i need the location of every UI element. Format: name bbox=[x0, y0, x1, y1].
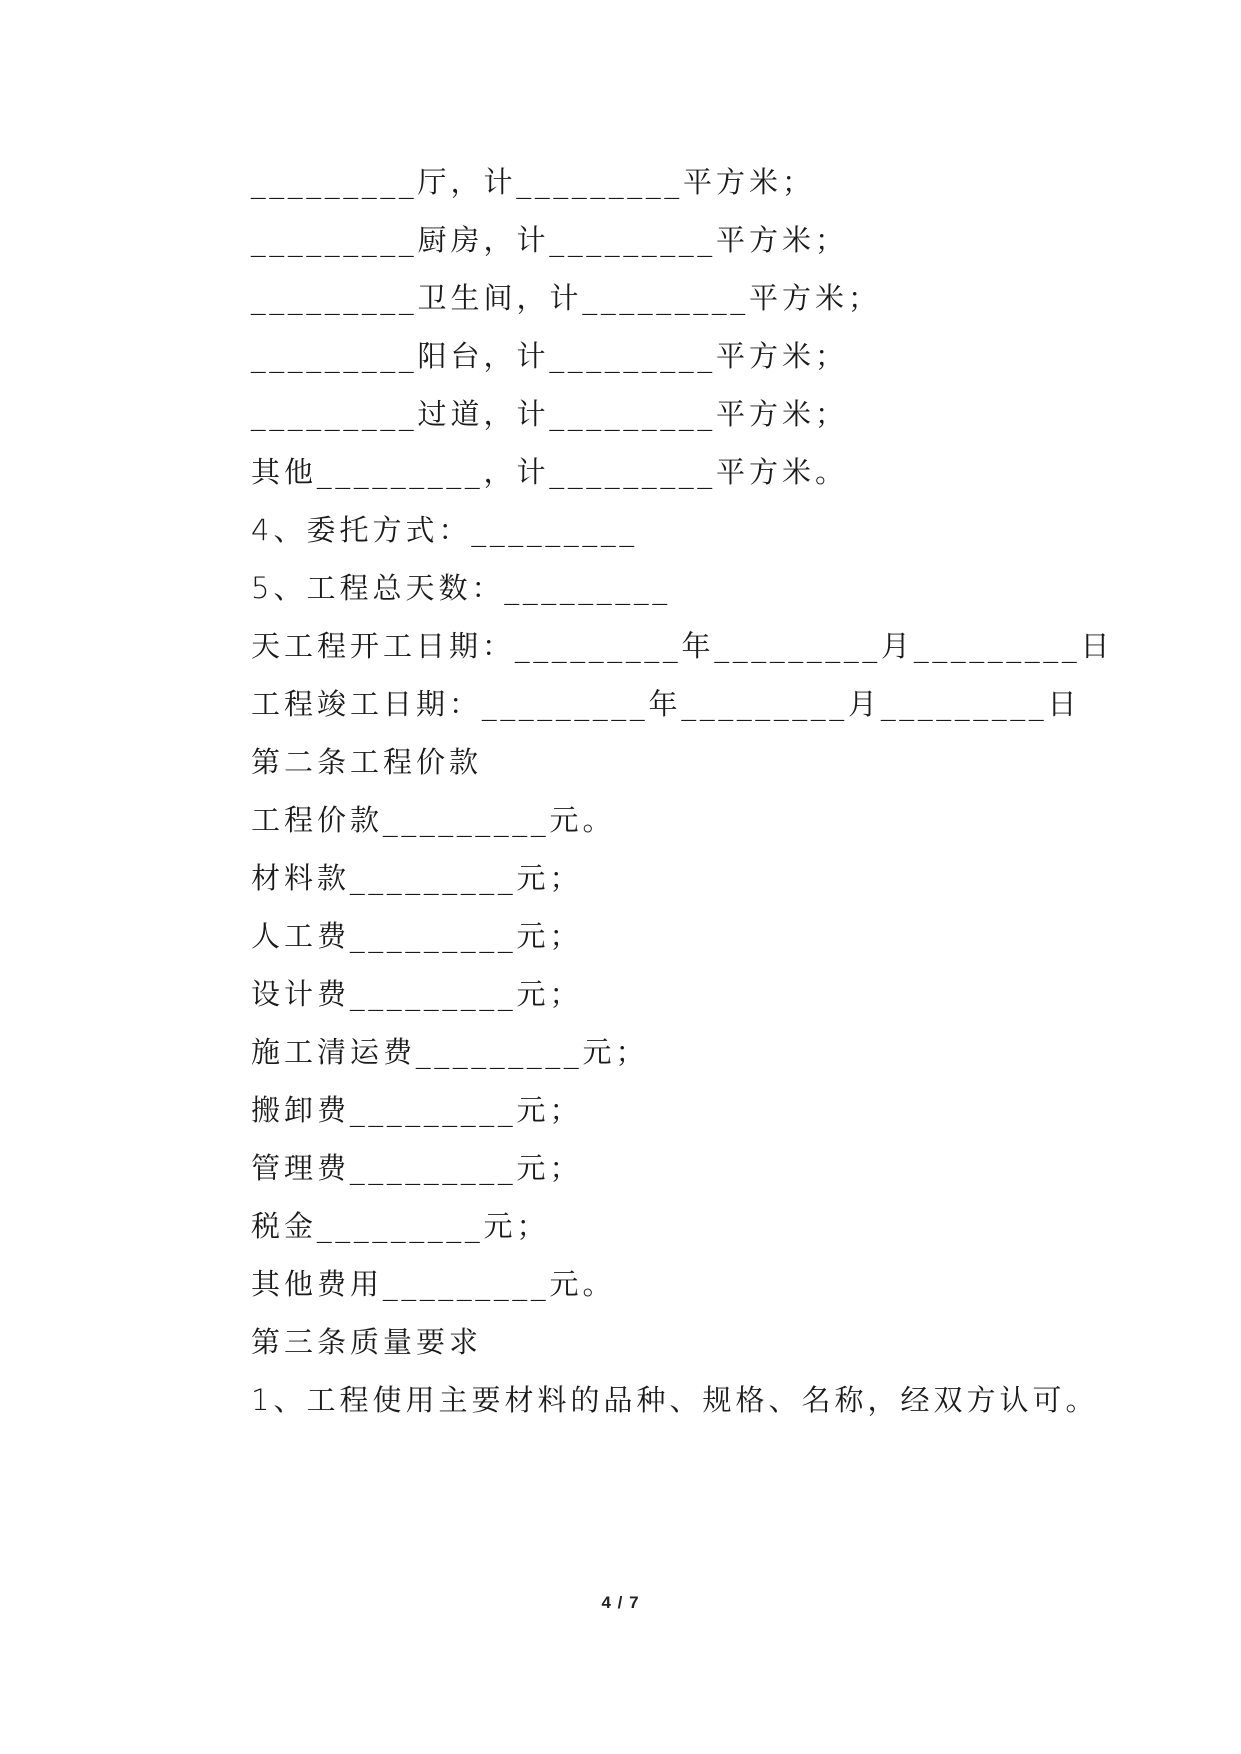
text-line-commission-method: 4、委托方式：_________ bbox=[251, 513, 638, 547]
text-line-handling-fee: 搬卸费_________元； bbox=[251, 1093, 583, 1127]
text-line-other-area: 其他_________，计_________平方米。 bbox=[251, 455, 849, 489]
text-line-bathroom-area: _________卫生间，计_________平方米； bbox=[251, 281, 882, 315]
text-line-start-date: 天工程开工日期：_________年_________月_________日 bbox=[251, 629, 1114, 663]
text-line-tax: 税金_________元； bbox=[251, 1209, 550, 1243]
text-line-completion-date: 工程竣工日期：_________年_________月_________日 bbox=[251, 687, 1081, 721]
text-line-hall-area: _________厅，计_________平方米； bbox=[251, 165, 816, 199]
section-heading-quality: 第三条质量要求 bbox=[251, 1325, 483, 1359]
text-line-corridor-area: _________过道，计_________平方米； bbox=[251, 397, 849, 431]
text-line-labor-cost: 人工费_________元； bbox=[251, 919, 583, 953]
page-number: 4 / 7 bbox=[601, 1593, 640, 1612]
text-line-other-fees: 其他费用_________元。 bbox=[251, 1267, 616, 1301]
section-heading-price: 第二条工程价款 bbox=[251, 745, 483, 779]
text-line-materials-requirement: 1、工程使用主要材料的品种、规格、名称，经双方认可。 bbox=[251, 1383, 1099, 1417]
text-line-cleanup-fee: 施工清运费_________元； bbox=[251, 1035, 649, 1069]
text-line-management-fee: 管理费_________元； bbox=[251, 1151, 583, 1185]
text-line-project-price: 工程价款_________元。 bbox=[251, 803, 616, 837]
text-line-material-cost: 材料款_________元； bbox=[251, 861, 583, 895]
text-line-kitchen-area: _________厨房，计_________平方米； bbox=[251, 223, 849, 257]
text-line-total-days: 5、工程总天数：_________ bbox=[251, 571, 671, 605]
text-line-design-fee: 设计费_________元； bbox=[251, 977, 583, 1011]
text-line-balcony-area: _________阳台，计_________平方米； bbox=[251, 339, 849, 373]
